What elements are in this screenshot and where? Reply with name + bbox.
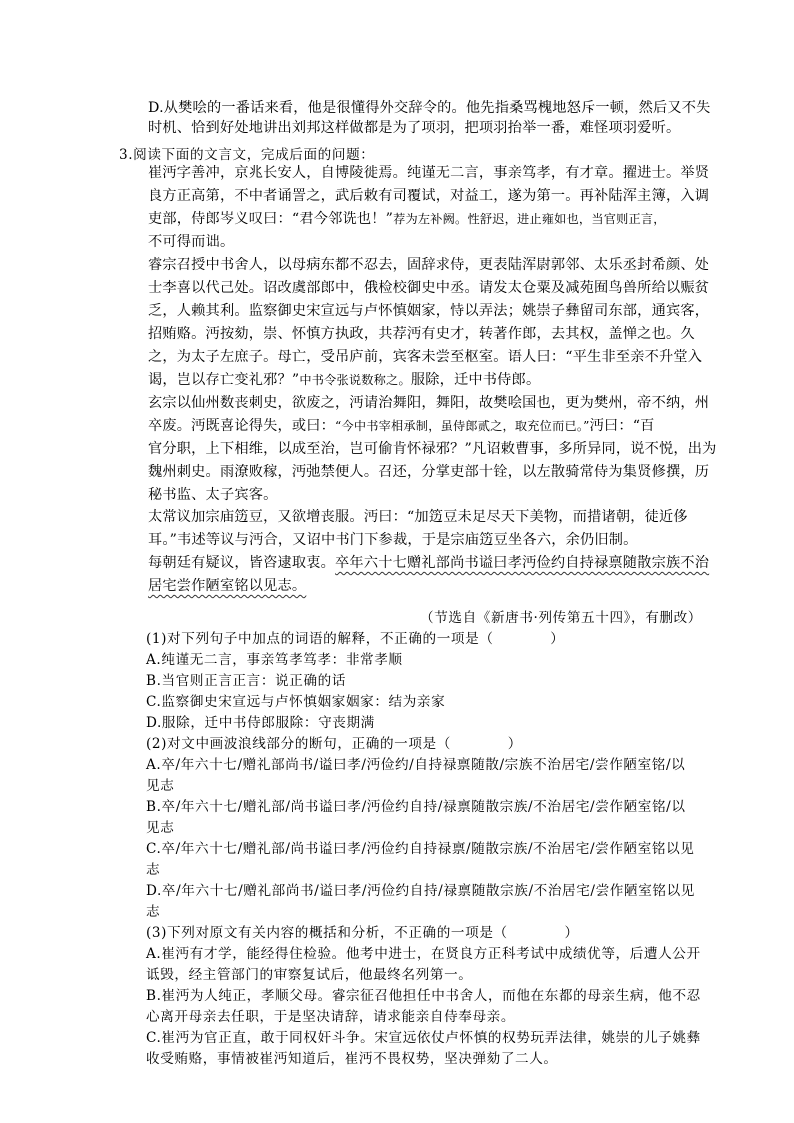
sub-question-2-stem: (2)对文中画波浪线部分的断句，正确的一项是（ ） [146, 736, 522, 752]
sub-question-1-option: B.当官则正言正言：说正确的话 [146, 673, 347, 689]
passage-line-composite: 吏部，侍郎岑义叹曰：“君今邻诜也！”荐为左补阙。性舒迟，进止雍如也，当官则正言， [148, 211, 666, 227]
passage-line: 不可得而诎。 [148, 234, 235, 250]
wavy-underlined-text: 居宅尝作陋室铭以见志。 [148, 578, 307, 594]
passage-line: 良方正高第，不中者诵詈之，武后敕有司覆试，对益工，遂为第一。再补陆浑主簿，入调 [148, 188, 710, 204]
sub-question-3-option: A.崔沔有才学，能经得住检验。他考中进士，在贤良方正科考试中成绩优等，后遭人公开 [146, 946, 701, 962]
passage-line: 官分职，上下相维，以成至治，岂可偷肯怀禄邪？”凡诏敕曹事，多所异同，说不悦，出为 [148, 441, 717, 457]
passage-line: 太常议加宗庙笾豆，又欲增丧服。沔曰：“加笾豆未足尽天下美物，而措诸朝，徒近侈 [148, 509, 688, 525]
wavy-underlined-text: 卒年六十七赠礼部尚书谥曰孝沔俭约自持禄禀随散宗族不治 [335, 555, 710, 571]
passage-line: 招贿赂。沔按劾，崇、怀慎方执政，共荐沔有史才，转著作郎，去其权，盖惮之也。久 [148, 326, 695, 342]
passage-line: 魏州刺史。雨潦败稼，沔弛禁便人。召还，分掌吏部十铨，以左散骑常侍为集贤修撰，历 [148, 464, 710, 480]
sub-question-1-option: D.服除，迁中书侍郎服除：守丧期满 [146, 715, 375, 731]
sub-question-2-option-cont: 志 [146, 862, 161, 878]
sub-question-2-option: D.卒/年六十七/赠礼部尚书/谥曰孝/沔俭约自持/禄禀随散宗族/不治居宅/尝作陋室铭以见 [146, 883, 695, 899]
question-3-heading: 3.阅读下面的文言文，完成后面的问题： [119, 147, 375, 163]
sub-question-3-option: C.崔沔为官正直，敢于同权奸斗争。宋宣远依仗卢怀慎的权势玩弄法律，姚崇的儿子姚彝 [146, 1030, 701, 1046]
sub-question-2-option: C.卒/年六十七/赠礼部/尚书谥曰孝/沔俭约自持禄禀/随散宗族/不治居宅/尝作陋室铭以见 [146, 841, 695, 857]
sub-question-1-option: A.纯谨无二言，事亲笃孝笃孝：非常孝顺 [146, 652, 403, 668]
sub-question-2-option-cont: 志 [146, 904, 161, 920]
passage-line-composite: 谒，岂以存亡变礼邪？”中书令张说数称之。服除，迁中书侍郎。 [148, 372, 541, 388]
sub-question-3-option-cont: 心离开母亲去任职，于是坚决请辞，请求能亲自侍奉母亲。 [146, 1009, 516, 1025]
passage-line: 秘书监、太子宾客。 [148, 487, 278, 503]
sub-question-1-option: C.监察御史宋宣远与卢怀慎姻家姻家：结为亲家 [146, 694, 446, 710]
sub-question-3-option-cont: 收受贿赂，事情被崔沔知道后，崔沔不畏权势，坚决弹劾了二人。 [146, 1051, 558, 1067]
sub-question-2-option-cont: 见志 [146, 820, 175, 836]
sub-question-3-option-cont: 诋毁，经主管部门的审察复试后，他最终名列第一。 [146, 967, 473, 983]
prev-option-d-line2: 时机、恰到好处地讲出刘邦这样做都是为了项羽，把项羽抬举一番，难怪项羽爱听。 [148, 120, 681, 136]
sub-question-2-option-cont: 见志 [146, 778, 175, 794]
passage-source: （节选自《新唐书·列传第五十四》，有删改） [420, 610, 702, 626]
passage-line: 耳。”韦述等议与沔合，又诏中书门下参裁，于是宗庙笾豆坐各六，余仍旧制。 [148, 532, 638, 548]
passage-line: 崔沔字善冲，京兆长安人，自博陵徙焉。纯谨无二言，事亲笃孝，有才章。擢进士。举贤 [148, 165, 710, 181]
sub-question-3-stem: (3)下列对原文有关内容的概括和分析，不正确的一项是（ ） [146, 925, 579, 941]
passage-line: 之，为太子左庶子。母亡，受吊庐前，宾客未尝至枢室。语人曰：“平生非至亲不升堂入 [148, 349, 703, 365]
passage-line: 士李喜以代己处。诏改虞部郎中，俄检校御史中丞。请发太仓粟及减苑囿鸟兽所给以赈贫 [148, 280, 710, 296]
sub-question-2-option: A.卒/年六十七/赠礼部尚书/谥曰孝/沔俭约/自持禄禀随散/宗族不治居宅/尝作陋室铭/以 [146, 757, 686, 773]
sub-question-3-option: B.崔沔为人纯正，孝顺父母。睿宗征召他担任中书舍人，而他在东都的母亲生病，他不忍 [146, 988, 701, 1004]
passage-line: 玄宗以仙州数丧刺史，欲废之，沔请治舞阳，舞阳，故樊哙国也，更为樊州，帝不纳，州 [148, 395, 710, 411]
prev-option-d-line1: D.从樊哙的一番话来看，他是很懂得外交辞令的。他先指桑骂槐地怒斥一顿，然后又不失 [148, 100, 711, 116]
passage-line-composite: 每朝廷有疑议，皆咨逮取衷。卒年六十七赠礼部尚书谥曰孝沔俭约自持禄禀随散宗族不治 [148, 555, 710, 571]
passage-line: 乏，人赖其利。监察御史宋宣远与卢怀慎姻家，恃以弄法；姚崇子彝留司东部，通宾客， [148, 303, 710, 319]
sub-question-1-stem: (1)对下列句子中加点的词语的解释，不正确的一项是（ ） [146, 631, 565, 647]
passage-line-composite: 卒废。沔既喜论得失，或曰：“今中书宰相承制，虽侍郎贰之，取充位而已。”沔曰：“百 [148, 418, 655, 434]
sub-question-2-option: B.卒/年六十七/赠礼部/尚书谥曰孝/沔俭约自持/禄禀随散宗族/不治居宅/尝作陋室铭/以 [146, 799, 686, 815]
passage-line: 睿宗召授中书舍人，以母病东都不忍去，固辞求侍，更表陆浑尉郭邻、太乐丞封希颜、处 [148, 257, 710, 273]
